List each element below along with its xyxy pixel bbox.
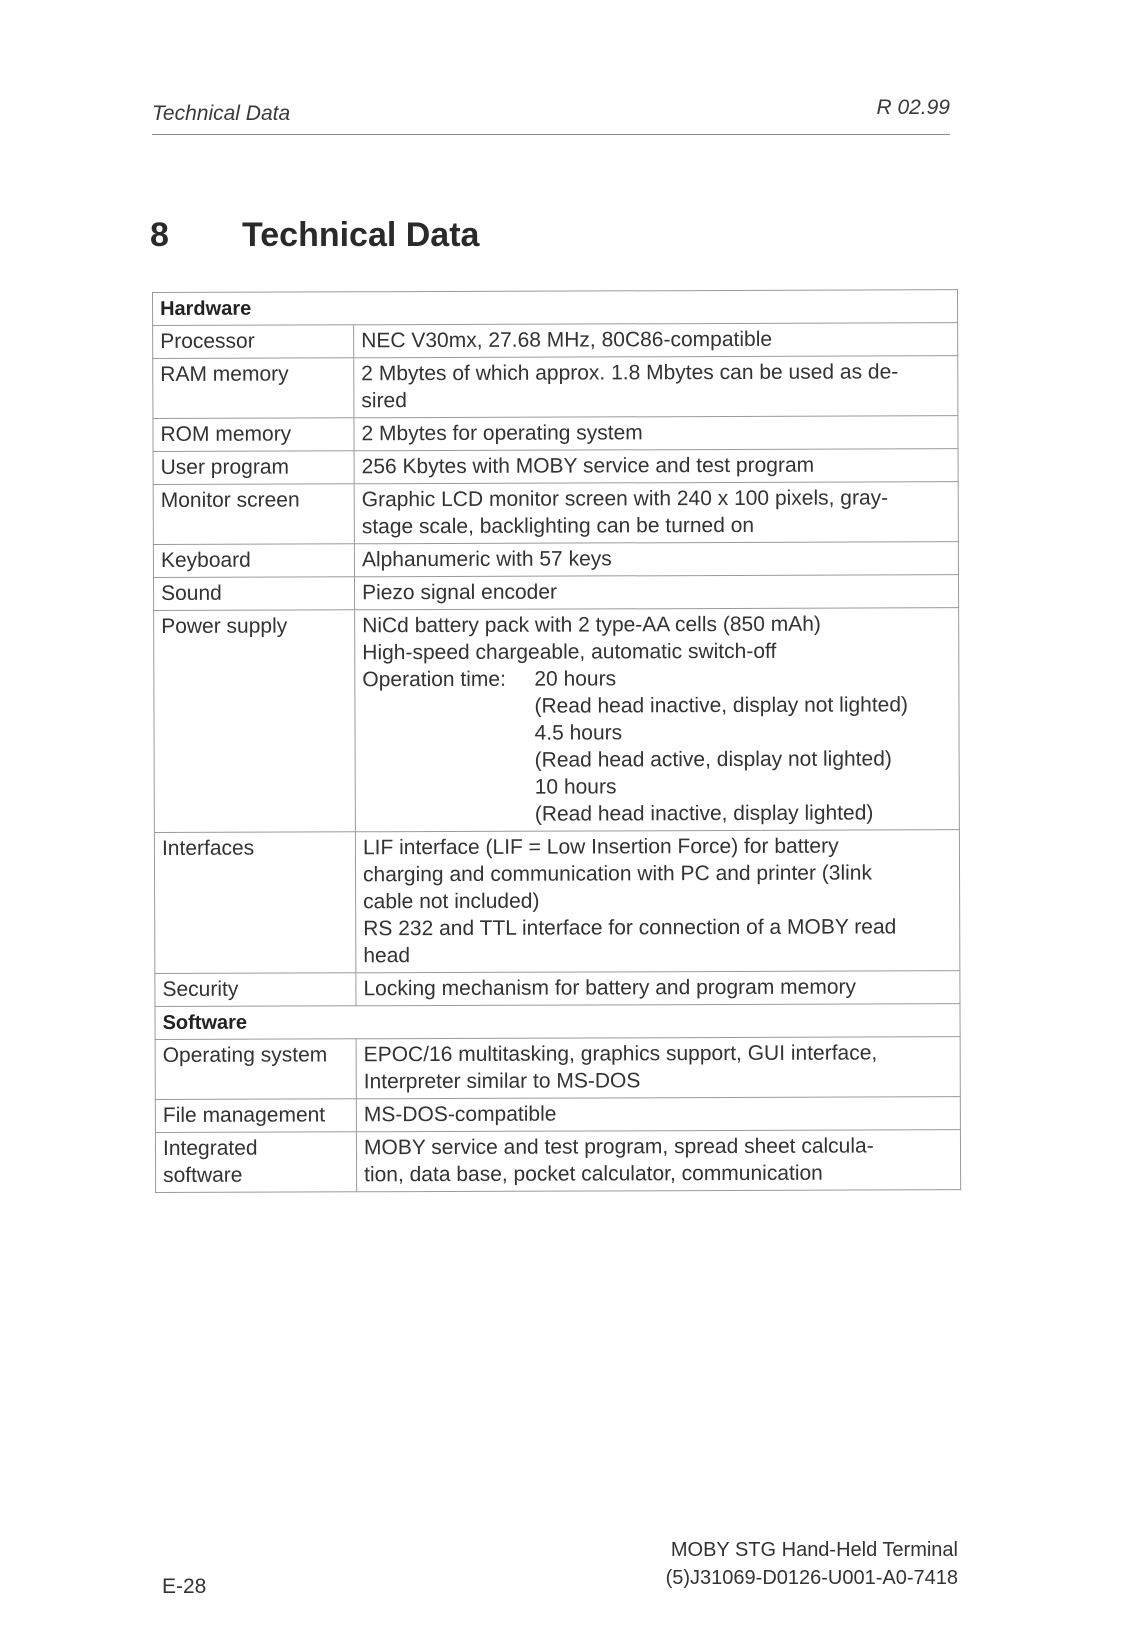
- table-row: [155, 971, 960, 1007]
- footer-document-info: [666, 1536, 958, 1592]
- row-value: [355, 830, 959, 973]
- value-line: Interpreter similar to MS-DOS: [363, 1069, 641, 1094]
- value-line: (Read head active, display not lighted): [534, 747, 892, 772]
- row-value: [354, 482, 958, 544]
- footer-document-number: (5)J31069-D0126-U001-A0-7418: [665, 1567, 958, 1589]
- row-label: Sound: [153, 577, 354, 611]
- running-header: [152, 96, 950, 135]
- value-line: Graphic LCD monitor screen with 240 x 100 pixels, gray-: [361, 486, 889, 512]
- table-row: [154, 830, 959, 974]
- group-header-hardware: Hardware: [153, 290, 958, 326]
- table-row: [153, 416, 958, 452]
- table-row: [155, 1097, 960, 1133]
- row-value: [354, 542, 958, 577]
- group-header-software: Software: [155, 1004, 960, 1040]
- row-label: File management: [155, 1099, 356, 1133]
- table-row: [153, 356, 958, 419]
- table-row: [153, 449, 958, 485]
- table-row: [153, 542, 958, 578]
- row-label: Power supply: [154, 610, 356, 833]
- value-line: LIF interface (LIF = Low Insertion Force) for battery: [362, 834, 839, 860]
- value-line: tion, data base, pocket calculator, communication: [364, 1161, 823, 1187]
- label-line: software: [163, 1163, 243, 1187]
- row-label: RAM memory: [153, 358, 354, 419]
- row-value: [356, 1037, 960, 1099]
- row-label: Interfaces: [154, 832, 355, 974]
- value-line: (Read head inactive, display lighted): [534, 801, 874, 826]
- value-line: sired: [361, 389, 407, 413]
- value-line: charging and communication with PC and printer (3link: [362, 861, 872, 887]
- row-label: Processor: [153, 325, 354, 359]
- row-label: Operating system: [155, 1039, 356, 1100]
- value-line: Piezo signal encoder: [362, 580, 558, 605]
- table-row: [153, 575, 958, 611]
- header-section-title: Technical Data: [152, 102, 291, 125]
- row-value: [354, 575, 958, 610]
- row-label: ROM memory: [153, 418, 354, 452]
- value-line: NEC V30mx, 27.68 MHz, 80C86-compatible: [361, 327, 773, 353]
- operation-time-values: [534, 664, 952, 827]
- value-line: 20 hours: [534, 667, 617, 691]
- row-value: [356, 1097, 960, 1132]
- value-line: NiCd battery pack with 2 type-AA cells (850 mAh): [362, 612, 821, 638]
- row-value: [354, 449, 958, 484]
- value-line: EPOC/16 multitasking, graphics support, GUI interface,: [363, 1041, 878, 1067]
- section-number: 8: [150, 216, 169, 254]
- operation-time-label: Operation time:: [362, 667, 506, 692]
- footer-product-name: MOBY STG Hand-Held Terminal: [670, 1539, 958, 1561]
- value-line: Locking mechanism for battery and program memory: [363, 975, 857, 1001]
- value-line: High-speed chargeable, automatic switch-off: [362, 639, 777, 665]
- value-line: 2 Mbytes for operating system: [361, 421, 643, 446]
- value-line: head: [363, 944, 411, 968]
- row-value: [355, 608, 960, 832]
- row-label: User program: [153, 451, 354, 485]
- group-row-hardware: [153, 290, 958, 326]
- value-line: MOBY service and test program, spread sheet calcula-: [363, 1134, 874, 1160]
- table-row: [154, 608, 960, 833]
- table-row: [153, 323, 958, 359]
- table-row: [155, 1037, 960, 1100]
- value-line: MS-DOS-compatible: [363, 1102, 557, 1127]
- value-line: 10 hours: [534, 775, 617, 799]
- section-heading: [150, 216, 479, 255]
- group-row-software: [155, 1004, 960, 1040]
- value-line: 256 Kbytes with MOBY service and test program: [361, 453, 815, 479]
- row-value: [356, 1130, 960, 1192]
- value-line: 2 Mbytes of which approx. 1.8 Mbytes can be used as de-: [361, 360, 899, 386]
- row-value: [354, 323, 958, 358]
- row-label: Keyboard: [153, 544, 354, 578]
- row-label: Monitor screen: [153, 484, 354, 545]
- section-title: Technical Data: [242, 216, 480, 254]
- row-label: Security: [155, 973, 356, 1007]
- row-value: [354, 416, 958, 451]
- table-row: [155, 1130, 960, 1193]
- header-revision: R 02.99: [876, 96, 950, 119]
- operation-time: [362, 664, 952, 828]
- technical-data-table: [152, 289, 961, 1193]
- row-label: [155, 1132, 356, 1193]
- row-value: [354, 356, 958, 418]
- value-line: RS 232 and TTL interface for connection of a MOBY read: [363, 915, 897, 941]
- row-value: [356, 971, 960, 1006]
- value-line: stage scale, backlighting can be turned on: [361, 513, 755, 539]
- page-number: E-28: [162, 1575, 207, 1598]
- label-line: Integrated: [162, 1136, 258, 1160]
- value-line: Alphanumeric with 57 keys: [361, 547, 612, 572]
- table-row: [153, 482, 958, 545]
- value-line: (Read head inactive, display not lighted): [534, 693, 909, 718]
- value-line: 4.5 hours: [534, 721, 623, 745]
- value-line: cable not included): [363, 889, 540, 914]
